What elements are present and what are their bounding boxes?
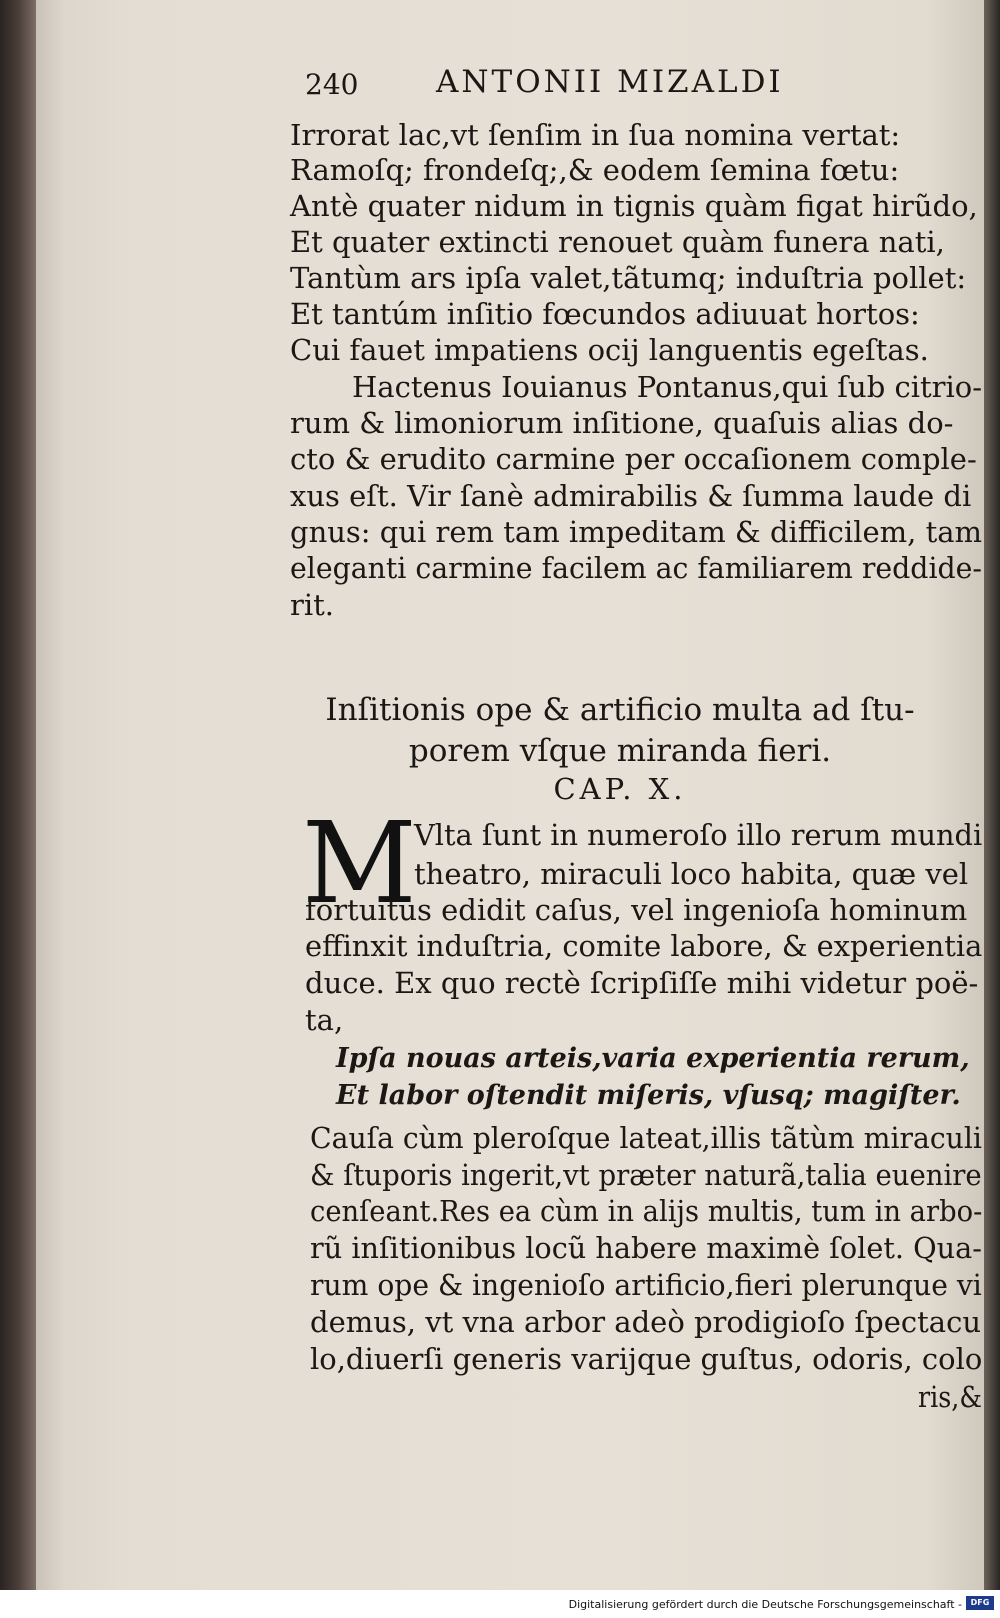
body-line: & ſtuporis ingerit,vt præter naturã,talia euenire bbox=[310, 1158, 982, 1192]
prose-line: rum & limoniorum inſitione, quaſuis alias do- bbox=[290, 406, 954, 440]
page-number: 240 bbox=[305, 68, 359, 101]
quote-line: Et labor oſtendit miſeris, vſusq; magiſter. bbox=[336, 1080, 961, 1111]
body-line: Vlta ſunt in numeroſo illo rerum mundi bbox=[414, 818, 983, 852]
verse-line: Et tantúm inſitio fœcundos adiuuat hortos: bbox=[290, 297, 920, 331]
prose-line: eleganti carmine facilem ac familiarem reddide- bbox=[290, 551, 982, 585]
chapter-number: CAP. X. bbox=[553, 772, 687, 806]
verse-line: Et quater extincti renouet quàm funera nati, bbox=[290, 225, 945, 259]
chapter-title: Inſitionis ope & artificio multa ad ſtu- bbox=[325, 692, 915, 728]
running-head: ANTONII MIZALDI bbox=[436, 64, 784, 100]
body-line: duce. Ex quo rectè ſcripſiſſe mihi videtur poë- bbox=[305, 966, 979, 1000]
chapter-title: porem vſque miranda fieri. bbox=[408, 733, 832, 769]
prose-line: Hactenus Iouianus Pontanus,qui ſub citrio- bbox=[352, 370, 983, 404]
body-line: theatro, miraculi loco habita, quæ vel bbox=[414, 857, 969, 891]
verse-line: Tantùm ars ipſa valet,tãtumq; induſtria pollet: bbox=[290, 261, 967, 295]
verse-line: Irrorat lac,vt ſenſim in ſua nomina vertat: bbox=[290, 118, 901, 152]
dfg-logo: DFG bbox=[966, 1596, 994, 1610]
catchword: ris,& bbox=[918, 1380, 983, 1414]
prose-line: xus eſt. Vir ſanè admirabilis & ſumma laude di bbox=[290, 479, 972, 513]
prose-line: rit. bbox=[290, 588, 335, 622]
verse-line: Cui fauet impatiens ocij languentis egeſtas. bbox=[290, 333, 929, 367]
body-line: rum ope & ingenioſo artificio,fieri plerunque vi bbox=[310, 1268, 982, 1302]
body-line: rũ inſitionibus locũ habere maximè ſolet. Qua- bbox=[310, 1231, 982, 1265]
body-line: lo,diuerſi generis varijque guſtus, odoris, colo bbox=[310, 1342, 983, 1376]
drop-cap: M bbox=[302, 799, 417, 929]
body-line: Cauſa cùm pleroſque lateat,illis tãtùm miraculi bbox=[310, 1121, 982, 1155]
book-spine bbox=[0, 0, 40, 1590]
body-line: fortuitus edidit caſus, vel ingenioſa hominum bbox=[305, 893, 968, 927]
page-edge bbox=[984, 0, 1000, 1590]
prose-line: gnus: qui rem tam impeditam & difficilem, tam bbox=[290, 515, 983, 549]
quote-line: Ipſa nouas arteis,varia experientia rerum, bbox=[336, 1043, 970, 1074]
body-line: cenſeant.Res ea cùm in alijs multis, tum in arbo- bbox=[310, 1194, 983, 1228]
body-line: demus, vt vna arbor adeò prodigioſo ſpectacu bbox=[310, 1305, 981, 1339]
digitization-credit: Digitalisierung gefördert durch die Deutsche Forschungsgemeinschaft - bbox=[568, 1598, 962, 1611]
body-line: effinxit induſtria, comite labore, & experientia bbox=[305, 929, 983, 963]
verse-line: Ramoſq; frondeſq;,& eodem ſemina fœtu: bbox=[290, 153, 900, 187]
prose-line: cto & erudito carmine per occaſionem comple- bbox=[290, 442, 977, 476]
body-line: ta, bbox=[305, 1003, 344, 1037]
verse-line: Antè quater nidum in tignis quàm figat hirũdo, bbox=[290, 189, 978, 223]
